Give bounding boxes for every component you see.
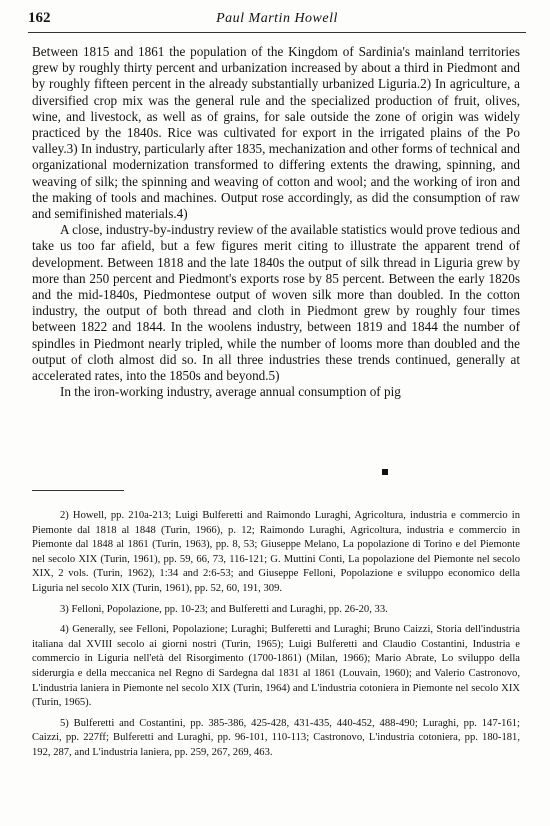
footnote-rule: [32, 490, 124, 491]
footnote: 3) Felloni, Popolazione, pp. 10-23; and Bulferetti and Luraghi, pp. 26-20, 33.: [60, 603, 388, 615]
footnotes: [32, 509, 520, 767]
running-head: Paul Martin Howell: [216, 11, 338, 26]
footnote: 5) Bulferetti and Costantini, pp. 385-386, 425-428, 431-435, 440-452, 488-490; Luraghi, pp. 147-161; Caizzi, pp. 227ff; Bulferetti and Luraghi, pp. 96-101, 110-113; Castronovo, L'industria cotoniera, pp. 180-181, 192, 287, and L'industria laniera, pp. 259, 267, 269, 463.: [32, 717, 520, 758]
footnote: 2) Howell, pp. 210a-213; Luigi Bulferetti and Raimondo Luraghi, Agricoltura, industria e commercio in Piemonte dal 1818 al 1848 (Turin, 1966), p. 12; Raimondo Luraghi, Agricoltura, industria e commercio in Piemonte dal 1848 al 1861 (Turin, 1963), pp. 8, 53; Giuseppe Melano, La popolazione di Torino e del Piemonte nel secolo XIX (Turin, 1961), pp. 59, 66, 73, 116-121; G. Muttini Conti, La popolazione del Piemonte nel secolo XIX, 2 vols. (Turin, 1962), 1:34 and 2:6-53; and Giuseppe Felloni, Popolazione e sviluppo economico della Liguria nel secolo XIX (Turin, 1961), pp. 52, 60, 191, 309.: [32, 510, 520, 594]
paragraph: Between 1815 and 1861 the population of the Kingdom of Sardinia's mainland territories grew by roughly thirty percent and urbanization increased by about a third in Piedmont and by roughly fifteen percent in the already substantially urbanized Liguria.2) In agriculture, a diversified crop mix was the general rule and the specialized production of fruit, olives, wine, and livestock, as well as of grains, for sale outside the zone of origin was widely practiced by the 1840s. Rice was cultivated for export in the irrigated plains of the Po valley.3) In industry, particularly after 1835, mechanization and other forms of technical and organizational modernization transformed to differing extents the drawing, spinning, and weaving of silk; the spinning and weaving of cotton and wool; and the working of iron and the making of tools and machines. Output rose accordingly, as did the consumption of raw and semifinished materials.4): [32, 44, 520, 222]
page-header: [28, 10, 526, 33]
page-mark: [382, 469, 388, 475]
page-number: 162: [28, 10, 51, 26]
main-text: [32, 44, 520, 400]
paragraph: A close, industry-by-industry review of the available statistics would prove tedious and take us too far afield, but a few figures merit citing to illustrate the apparent trend of development. Between 1818 and the late 1840s the output of silk thread in Liguria grew by more than 250 percent and Piedmont's exports rose by 85 percent. Between the early 1820s and the mid-1840s, Piedmontese output of woven silk more than doubled. In the cotton industry, the output of both thread and cloth in Piedmont grew by roughly four times between 1822 and 1844. In the woolens industry, between 1819 and 1844 the number of spindles in Piedmont nearly tripled, while the number of looms more than doubled and the output of cloth almost did so. In all three industries these trends continued, generally at accelerated rates, into the 1850s and beyond.5): [32, 222, 520, 384]
paragraph: In the iron-working industry, average annual consumption of pig: [60, 384, 401, 400]
footnote: 4) Generally, see Felloni, Popolazione; Luraghi; Bulferetti and Luraghi; Bruno Caizzi, Storia dell'industria italiana dal XVIII secolo ai giorni nostri (Turin, 1965); Luigi Bulferetti and Claudio Costantini, Industria e commercio in Liguria nell'età del Risorgimento (1700-1861) (Milan, 1966); Mario Abrate, Lo sviluppo della siderurgia e della meccanica nel Regno di Sardegna dal 1831 al 1861 (Louvain, 1960); and Valerio Castronovo, L'industria laniera in Piemonte nel secolo XIX (Turin, 1964) and L'industria cotoniera in Piemonte nel secolo XIX (Turin, 1965).: [32, 624, 520, 709]
